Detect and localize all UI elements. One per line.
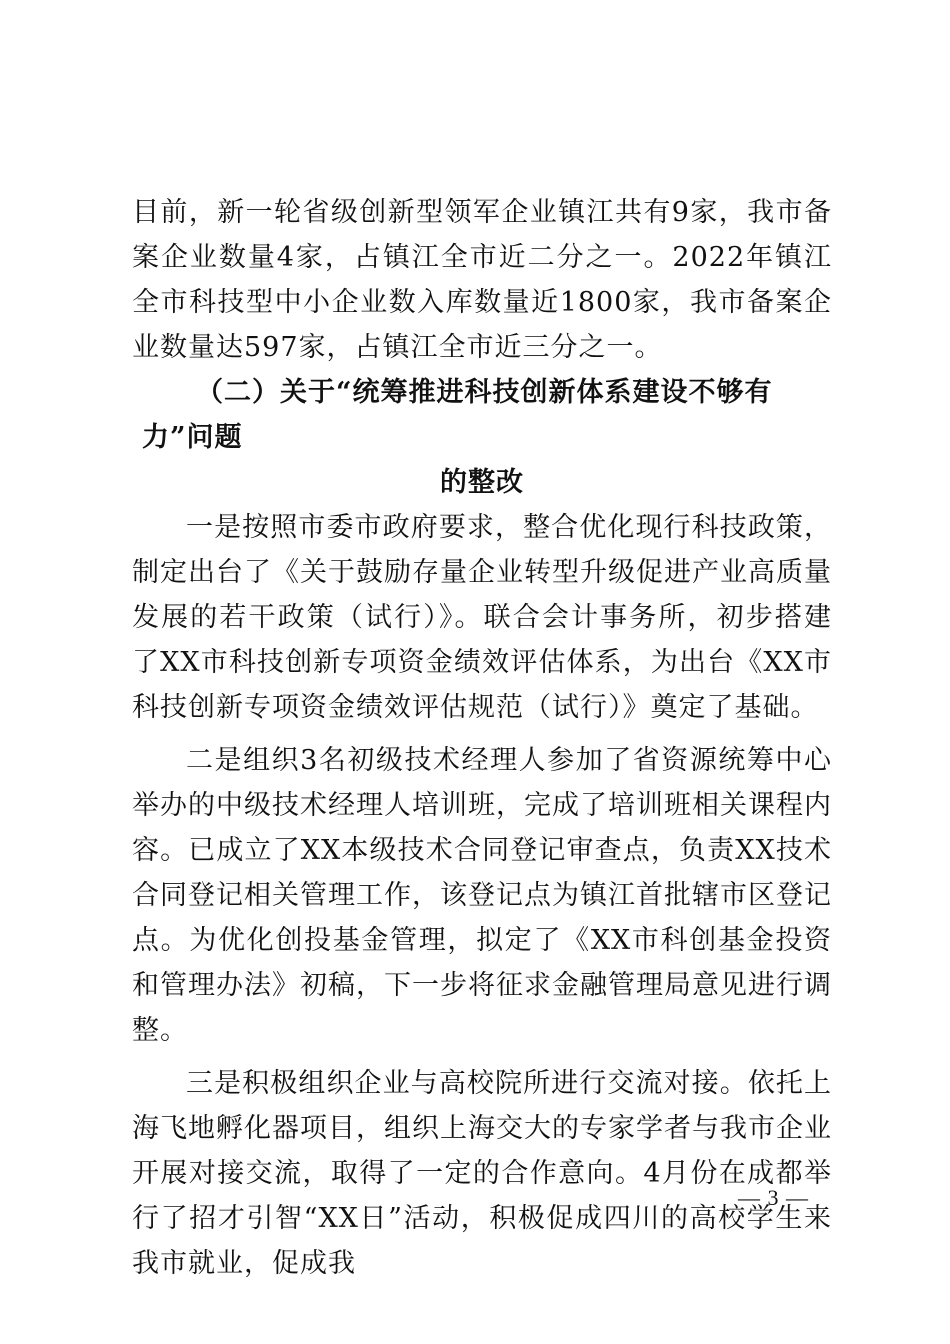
section-heading-line1: （二）关于“统筹推进科技创新体系建设不够有力”问题 — [142, 377, 773, 453]
paragraph-continuation: 目前，新一轮省级创新型领军企业镇江共有9家，我市备案企业数量4家，占镇江全市近二分之一。2022年镇江全市科技型中小企业数入库数量近1800家，我市备案企业数量达597家，占镇江全市近三分之一。 — [132, 197, 832, 363]
paragraph-item-3: 三是积极组织企业与高校院所进行交流对接。依托上海飞地孵化器项目，组织上海交大的专家学者与我市企业开展对接交流，取得了一定的合作意向。4月份在成都举行了招才引智“XX日”活动，积极促成四川的高校学生来我市就业，促成我 — [132, 1068, 832, 1279]
section-heading-line2: 的整改 — [440, 467, 524, 498]
paragraph-item-2: 二是组织3名初级技术经理人参加了省资源统筹中心举办的中级技术经理人培训班，完成了培训班相关课程内容。已成立了XX本级技术合同登记审查点，负责XX技术合同登记相关管理工作，该登记点为镇江首批辖市区登记点。为优化创投基金管理，拟定了《XX市科创基金投资和管理办法》初稿，下一步将征求金融管理局意见进行调整。 — [132, 745, 832, 1046]
paragraph-item-1: 一是按照市委市政府要求，整合优化现行科技政策，制定出台了《关于鼓励存量企业转型升级促进产业高质量发展的若干政策（试行）》。联合会计事务所，初步搭建了XX市科技创新专项资金绩效评估体系，为出台《XX市科技创新专项资金绩效评估规范（试行）》奠定了基础。 — [132, 512, 832, 723]
document-body — [132, 190, 832, 1286]
page-number: — 3 — — [738, 1185, 809, 1210]
section-heading — [132, 370, 832, 505]
